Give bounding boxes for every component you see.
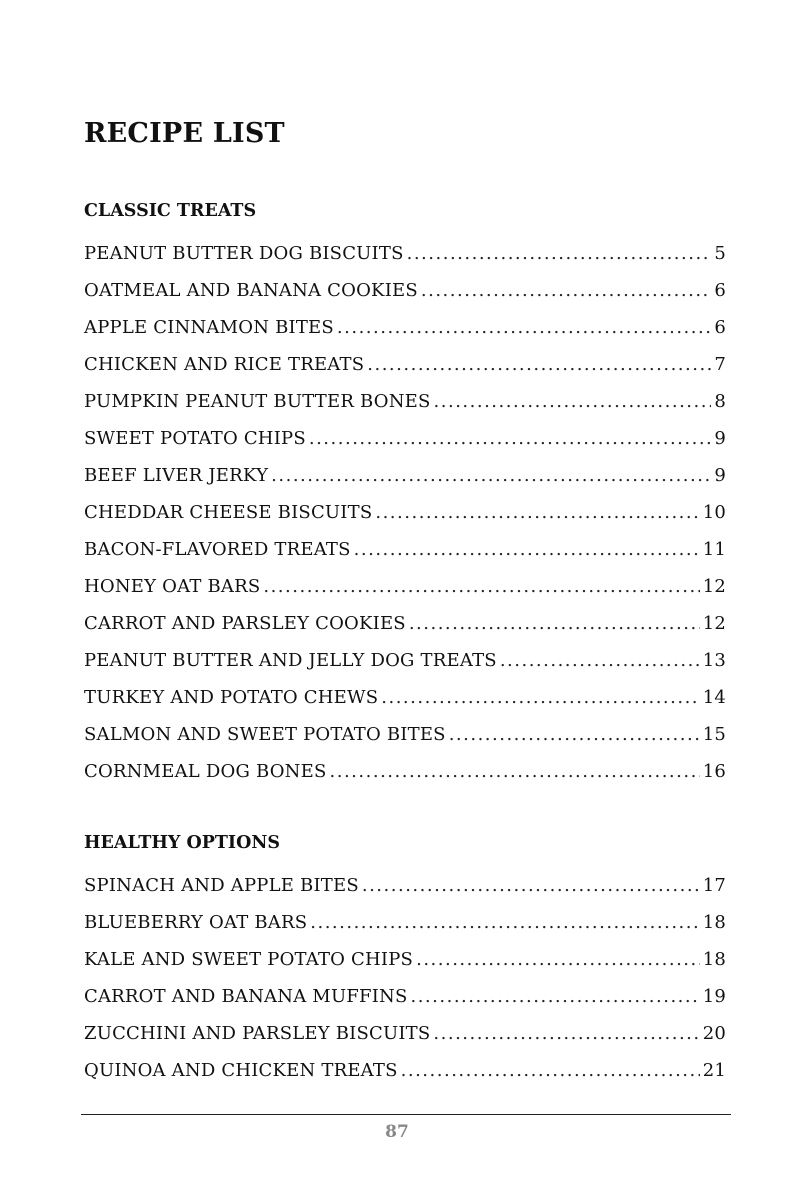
toc-entry-title: CARROT AND PARSLEY COOKIES (84, 613, 406, 634)
toc-entry-page: 5 (714, 243, 726, 264)
section-heading: HEALTHY OPTIONS (84, 833, 280, 853)
toc-entry-title: CHICKEN AND RICE TREATS (84, 354, 365, 375)
dot-leader (330, 753, 700, 790)
toc-entry-page: 8 (714, 391, 726, 412)
toc-entry[interactable] (84, 978, 726, 1015)
toc-entry[interactable] (84, 941, 726, 978)
toc-entry[interactable] (84, 753, 726, 790)
toc-entry-page: 20 (702, 1023, 726, 1044)
section-healthy-options (84, 830, 726, 1089)
toc-entry-title: SALMON AND SWEET POTATO BITES (84, 724, 446, 745)
dot-leader (271, 457, 711, 494)
dot-leader (409, 605, 700, 642)
toc-entry[interactable] (84, 1052, 726, 1089)
toc-entry-page: 10 (702, 502, 726, 523)
toc-entry[interactable] (84, 494, 726, 531)
toc-entry[interactable] (84, 568, 726, 605)
toc-entry[interactable] (84, 235, 726, 272)
toc-entry-title: KALE AND SWEET POTATO CHIPS (84, 949, 414, 970)
toc-entry-title: PUMPKIN PEANUT BUTTER BONES (84, 391, 431, 412)
toc-entry-title: BEEF LIVER JERKY (84, 465, 269, 486)
toc-entry-page: 18 (702, 912, 726, 933)
toc-entry-page: 12 (702, 613, 726, 634)
dot-leader (410, 978, 699, 1015)
dot-leader (310, 904, 699, 941)
page-number: 87 (385, 1122, 409, 1142)
dot-leader (263, 568, 699, 605)
toc-entry[interactable] (84, 272, 726, 309)
toc-entry-page: 19 (702, 986, 726, 1007)
dot-leader (362, 867, 700, 904)
toc-entry-title: HONEY OAT BARS (84, 576, 261, 597)
page-title: RECIPE LIST (84, 118, 285, 149)
toc-entry-title: SWEET POTATO CHIPS (84, 428, 306, 449)
toc-entry-page: 6 (714, 280, 726, 301)
toc-entry-page: 11 (702, 539, 726, 560)
toc-entry-title: APPLE CINNAMON BITES (84, 317, 334, 338)
toc-entry-page: 6 (714, 317, 726, 338)
toc-entry-title: BLUEBERRY OAT BARS (84, 912, 308, 933)
toc-entry-page: 9 (714, 428, 726, 449)
toc-entry-title: CARROT AND BANANA MUFFINS (84, 986, 408, 1007)
dot-leader (416, 941, 700, 978)
dot-leader (421, 272, 711, 309)
toc-entry-title: SPINACH AND APPLE BITES (84, 875, 359, 896)
toc-entry-title: ZUCCHINI AND PARSLEY BISCUITS (84, 1023, 431, 1044)
toc-entry[interactable] (84, 679, 726, 716)
toc-entry-page: 17 (702, 875, 726, 896)
toc-entry-title: PEANUT BUTTER AND JELLY DOG TREATS (84, 650, 497, 671)
dot-leader (449, 716, 700, 753)
toc-entry-page: 12 (702, 576, 726, 597)
toc-entry-page: 15 (702, 724, 726, 745)
dot-leader (381, 679, 699, 716)
toc-entry-title: CHEDDAR CHEESE BISCUITS (84, 502, 373, 523)
toc-entry-title: OATMEAL AND BANANA COOKIES (84, 280, 418, 301)
toc-entry[interactable] (84, 642, 726, 679)
dot-leader (375, 494, 699, 531)
toc-entry[interactable] (84, 309, 726, 346)
toc-entry-title: CORNMEAL DOG BONES (84, 761, 327, 782)
toc-entry-page: 14 (702, 687, 726, 708)
dot-leader (407, 235, 712, 272)
toc-entry[interactable] (84, 904, 726, 941)
toc-entry[interactable] (84, 1015, 726, 1052)
toc-entry-page: 18 (702, 949, 726, 970)
toc-entry[interactable] (84, 531, 726, 568)
toc-entry-page: 16 (702, 761, 726, 782)
footer-divider (81, 1114, 731, 1115)
toc-list (84, 867, 726, 1089)
section-heading: CLASSIC TREATS (84, 201, 257, 221)
toc-entry[interactable] (84, 420, 726, 457)
toc-entry[interactable] (84, 383, 726, 420)
toc-entry-title: TURKEY AND POTATO CHEWS (84, 687, 379, 708)
dot-leader (354, 531, 700, 568)
toc-entry-page: 9 (714, 465, 726, 486)
dot-leader (500, 642, 700, 679)
toc-entry[interactable] (84, 346, 726, 383)
toc-entry[interactable] (84, 867, 726, 904)
toc-entry-page: 21 (702, 1060, 726, 1081)
dot-leader (367, 346, 711, 383)
toc-entry[interactable] (84, 457, 726, 494)
dot-leader (337, 309, 711, 346)
dot-leader (433, 1015, 699, 1052)
dot-leader (401, 1052, 700, 1089)
toc-entry-page: 13 (702, 650, 726, 671)
toc-list (84, 235, 726, 790)
toc-entry[interactable] (84, 605, 726, 642)
toc-entry-title: PEANUT BUTTER DOG BISCUITS (84, 243, 404, 264)
section-classic-treats (84, 198, 726, 790)
toc-entry-page: 7 (714, 354, 726, 375)
dot-leader (309, 420, 711, 457)
toc-entry[interactable] (84, 716, 726, 753)
toc-entry-title: BACON-FLAVORED TREATS (84, 539, 351, 560)
toc-entry-title: QUINOA AND CHICKEN TREATS (84, 1060, 398, 1081)
dot-leader (434, 383, 712, 420)
